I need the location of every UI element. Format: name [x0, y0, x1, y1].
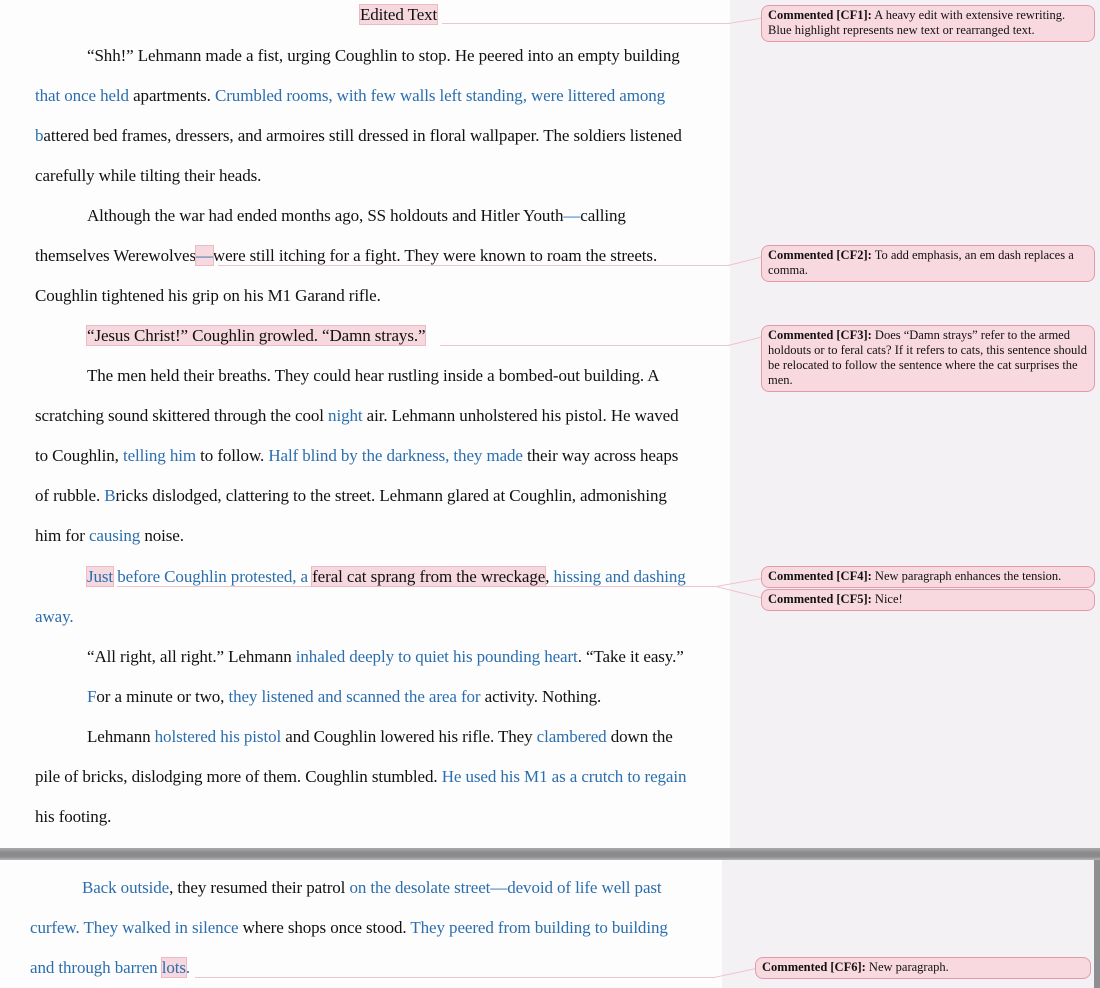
comment-cf4[interactable]: [761, 566, 1095, 588]
comment-text: New paragraph.: [865, 960, 949, 974]
text-run: down the: [606, 727, 673, 746]
text-run: noise.: [140, 526, 184, 545]
inserted-text: and through barren: [30, 958, 162, 977]
inserted-text: curfew. They walked in silence: [30, 918, 239, 937]
text-run: where shops once stood.: [238, 918, 411, 937]
inserted-text: clambered: [536, 727, 607, 746]
text-run: “Shh!” Lehmann made a fist, urging Coughlin to stop. He peered into an empty building: [87, 46, 680, 65]
inserted-text: He used his M1 as a crutch to regain: [441, 767, 687, 786]
inserted-text: b: [35, 126, 44, 145]
feral-cat-comment-highlight[interactable]: feral cat sprang from the wreckage: [312, 567, 546, 586]
inserted-text: on the desolate street—devoid of life well past: [349, 878, 662, 897]
text-run: Coughlin tightened his grip on his M1 Garand rifle.: [35, 286, 381, 305]
page-break: [0, 848, 1100, 860]
comment-cf3[interactable]: [761, 325, 1095, 392]
text-run: air. Lehmann unholstered his pistol. He waved: [362, 406, 679, 425]
text-run: “All right, all right.” Lehmann: [87, 647, 296, 666]
text-run: apartments.: [128, 86, 215, 105]
inserted-em-dash: —: [563, 206, 581, 225]
inserted-text: Half blind by the darkness, they made: [268, 446, 523, 465]
paragraph-6-line-1: [87, 647, 684, 667]
paragraph-1-line-1: [87, 46, 680, 66]
text-run: of rubble.: [35, 486, 105, 505]
text-run: to Coughlin,: [35, 446, 123, 465]
comment-text: New paragraph enhances the tension.: [871, 569, 1062, 583]
lots-comment-highlight[interactable]: lots: [161, 958, 186, 977]
comment-cf1[interactable]: [761, 5, 1095, 42]
paragraph-1-line-2: [35, 86, 665, 106]
comment-label: Commented [CF3]:: [768, 328, 872, 342]
comment-cf6[interactable]: [755, 957, 1091, 979]
text-run: themselves Werewolves: [35, 246, 196, 265]
inserted-text: .: [185, 958, 191, 977]
text-run: pile of bricks, dislodging more of them. Coughlin stumbled.: [35, 767, 442, 786]
inserted-text: F: [87, 687, 97, 706]
text-run: were still itching for a fight. They were known to roam the streets.: [212, 246, 658, 265]
inserted-text: Back outside: [82, 878, 170, 897]
inserted-text: they listened and scanned the area for: [228, 687, 481, 706]
paragraph-4-line-1: [87, 366, 659, 386]
damn-strays-comment-highlight[interactable]: “Jesus Christ!” Coughlin growled. “Damn strays.”: [87, 326, 426, 345]
comment-text: Does “Damn strays” refer to the armed holdouts or to feral cats? If it refers to cats, this sentence should be relocated to follow the sentence where the cat surprises the men.: [768, 328, 1088, 387]
text-run: Although the war had ended months ago, SS holdouts and Hitler Youth: [87, 206, 564, 225]
text-run: attered bed frames, dressers, and armoires still dressed in floral wallpaper. The soldiers listened: [43, 126, 682, 145]
paragraph-8-line-1: [82, 878, 662, 898]
text-run: scratching sound skittered through the cool: [35, 406, 329, 425]
text-run: ricks dislodged, clattering to the street. Lehmann glared at Coughlin, admonishing: [115, 486, 667, 505]
comment-label: Commented [CF5]:: [768, 592, 872, 606]
comment-label: Commented [CF2]:: [768, 248, 872, 262]
inserted-text: night: [328, 406, 363, 425]
comment-label: Commented [CF6]:: [762, 960, 866, 974]
inserted-text: inhaled deeply to quiet his pounding heart: [295, 647, 578, 666]
comment-cf2[interactable]: [761, 245, 1095, 282]
paragraph-7-line-2: [35, 767, 686, 787]
paragraph-1-line-4: [35, 166, 261, 186]
text-run: The men held their breaths. They could hear rustling inside a bombed-out building. A: [87, 366, 660, 385]
text-run: ,: [545, 567, 554, 586]
paragraph-4-line-4: [35, 486, 667, 506]
paragraph-2-line-1: [87, 206, 626, 226]
inserted-text: telling him: [122, 446, 197, 465]
inserted-text: hissing and dashing: [553, 567, 686, 586]
inserted-text: They peered from building to building: [410, 918, 668, 937]
comment-text: A heavy edit with extensive rewriting. Blue highlight represents new text or rearranged text.: [768, 8, 1066, 37]
paragraph-4-line-5: [35, 526, 184, 546]
paragraph-8-line-2: [30, 918, 668, 938]
comment-text: Nice!: [871, 592, 903, 606]
inserted-text: holstered his pistol: [154, 727, 282, 746]
inserted-text: away.: [35, 607, 74, 626]
text-run: carefully while tilting their heads.: [35, 166, 262, 185]
text-run: him for: [35, 526, 89, 545]
paragraph-2-line-2: [35, 246, 657, 266]
paragraph-6-line-2: [87, 687, 601, 707]
paragraph-8-line-3: [30, 958, 190, 978]
paragraph-3-line-1: [87, 326, 425, 346]
text-run: activity. Nothing.: [480, 687, 602, 706]
comment-label: Commented [CF1]:: [768, 8, 872, 22]
page-2-edge: [1094, 860, 1100, 988]
text-run: Lehmann: [87, 727, 155, 746]
comment-anchor-line-cf6: [195, 977, 715, 978]
inserted-text: B: [104, 486, 116, 505]
paragraph-1-line-3: [35, 126, 682, 146]
text-run: , they resumed their patrol: [169, 878, 350, 897]
text-run: his footing.: [35, 807, 112, 826]
comment-anchor-line-cf1: [442, 23, 730, 24]
text-run: calling: [580, 206, 626, 225]
em-dash-comment-highlight[interactable]: —: [195, 246, 213, 265]
inserted-text: causing: [88, 526, 141, 545]
comment-cf5[interactable]: [761, 589, 1095, 611]
comment-text: To add emphasis, an em dash replaces a comma.: [768, 248, 1074, 277]
text-run: their way across heaps: [522, 446, 679, 465]
paragraph-5-line-1: [87, 567, 686, 587]
comment-margin-page-1: [730, 0, 1100, 848]
just-comment-highlight[interactable]: Just: [87, 567, 114, 586]
document-title: [360, 5, 437, 25]
paragraph-4-line-3: [35, 446, 678, 466]
text-run: to follow.: [196, 446, 269, 465]
paragraph-7-line-3: [35, 807, 111, 827]
paragraph-2-line-3: [35, 286, 381, 306]
comment-label: Commented [CF4]:: [768, 569, 872, 583]
paragraph-5-line-2: [35, 607, 74, 627]
text-run: or a minute or two,: [96, 687, 229, 706]
title-comment-highlight[interactable]: Edited Text: [360, 5, 438, 24]
comment-anchor-line-cf3: [440, 345, 730, 346]
paragraph-7-line-1: [87, 727, 673, 747]
text-run: and Coughlin lowered his rifle. They: [281, 727, 537, 746]
inserted-text: Crumbled rooms, with few walls left standing, were littered among: [215, 86, 666, 105]
inserted-text: that once held: [35, 86, 129, 105]
paragraph-4-line-2: [35, 406, 678, 426]
text-run: . “Take it easy.”: [577, 647, 684, 666]
inserted-text: before Coughlin protested, a: [113, 567, 313, 586]
